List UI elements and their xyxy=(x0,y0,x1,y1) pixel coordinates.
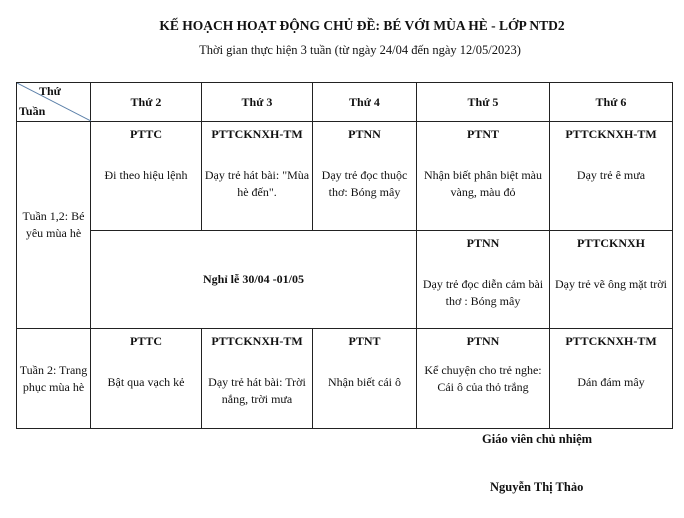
activity-text: Dạy trẻ hát bài: Trời nắng, trời mưa xyxy=(208,375,306,406)
area-label: PTTC xyxy=(129,127,162,141)
activity-text: Kể chuyện cho trẻ nghe: Cái ô của thỏ trắng xyxy=(424,363,542,394)
document-title: KẾ HOẠCH HOẠT ĐỘNG CHỦ ĐỀ: BÉ VỚI MÙA HÈ - LỚP NTD2 xyxy=(159,18,565,33)
activity-text: Dán đám mây xyxy=(577,375,645,389)
activity-cell xyxy=(313,122,417,231)
area-label: PTNN xyxy=(466,236,500,250)
signature-role: Giáo viên chủ nhiệm xyxy=(482,432,593,446)
table-row xyxy=(17,122,673,231)
activity-text: Nhận biết phân biệt màu vàng, màu đỏ xyxy=(424,168,542,199)
area-label: PTTCKNXH-TM xyxy=(211,334,303,348)
day-header: Thứ 6 xyxy=(550,83,673,122)
corner-cell xyxy=(17,83,91,122)
area-label: PTNT xyxy=(348,334,381,348)
area-label: PTNT xyxy=(466,127,499,141)
day-header: Thứ 2 xyxy=(91,83,202,122)
schedule-table xyxy=(16,82,673,429)
corner-bottom-label: Tuần xyxy=(19,104,46,118)
area-label: PTTCKNXH xyxy=(576,236,645,250)
activity-cell xyxy=(550,329,673,429)
activity-text: Dạy trẻ đọc diễn cảm bài thơ : Bóng mây xyxy=(422,277,544,308)
table-row xyxy=(17,329,673,429)
activity-cell xyxy=(550,122,673,231)
activity-cell xyxy=(417,231,550,329)
activity-cell xyxy=(313,329,417,429)
activity-text: Đi theo hiệu lệnh xyxy=(104,168,188,182)
area-label: PTTCKNXH-TM xyxy=(565,127,657,141)
activity-cell xyxy=(550,231,673,329)
area-label: PTTCKNXH-TM xyxy=(211,127,303,141)
activity-text: Bật qua vạch kẻ xyxy=(107,375,185,389)
week-label: Tuần 2: Trang phục mùa hè xyxy=(17,329,91,429)
day-header: Thứ 3 xyxy=(202,83,313,122)
area-label: PTNN xyxy=(348,127,381,141)
activity-cell xyxy=(417,329,550,429)
day-header: Thứ 4 xyxy=(313,83,417,122)
activity-text: Nhận biết cái ô xyxy=(328,375,401,389)
activity-text: Dạy trẻ hát bài: "Mùa hè đến". xyxy=(204,168,310,199)
activity-cell xyxy=(202,122,313,231)
header-row xyxy=(17,83,673,122)
activity-text: Dạy trẻ đọc thuộc thơ: Bóng mây xyxy=(321,168,408,199)
activity-text: Dạy trẻ ê mưa xyxy=(576,168,646,182)
week-label: Tuần 1,2: Bé yêu mùa hè xyxy=(17,122,91,329)
table-row xyxy=(17,231,673,329)
document-subtitle: Thời gian thực hiện 3 tuần (từ ngày 24/04 đến ngày 12/05/2023) xyxy=(199,43,521,57)
activity-cell xyxy=(202,329,313,429)
activity-cell xyxy=(417,122,550,231)
area-label: PTNN xyxy=(466,334,500,348)
holiday-cell: Nghỉ lễ 30/04 -01/05 xyxy=(91,231,417,329)
activity-cell xyxy=(91,329,202,429)
signature-name: Nguyễn Thị Thảo xyxy=(490,480,584,494)
activity-cell xyxy=(91,122,202,231)
area-label: PTTC xyxy=(129,334,162,348)
activity-text: Dạy trẻ vẽ ông mặt trời xyxy=(555,277,667,291)
corner-top-label: Thứ xyxy=(39,84,61,98)
area-label: PTTCKNXH-TM xyxy=(565,334,657,348)
day-header: Thứ 5 xyxy=(417,83,550,122)
